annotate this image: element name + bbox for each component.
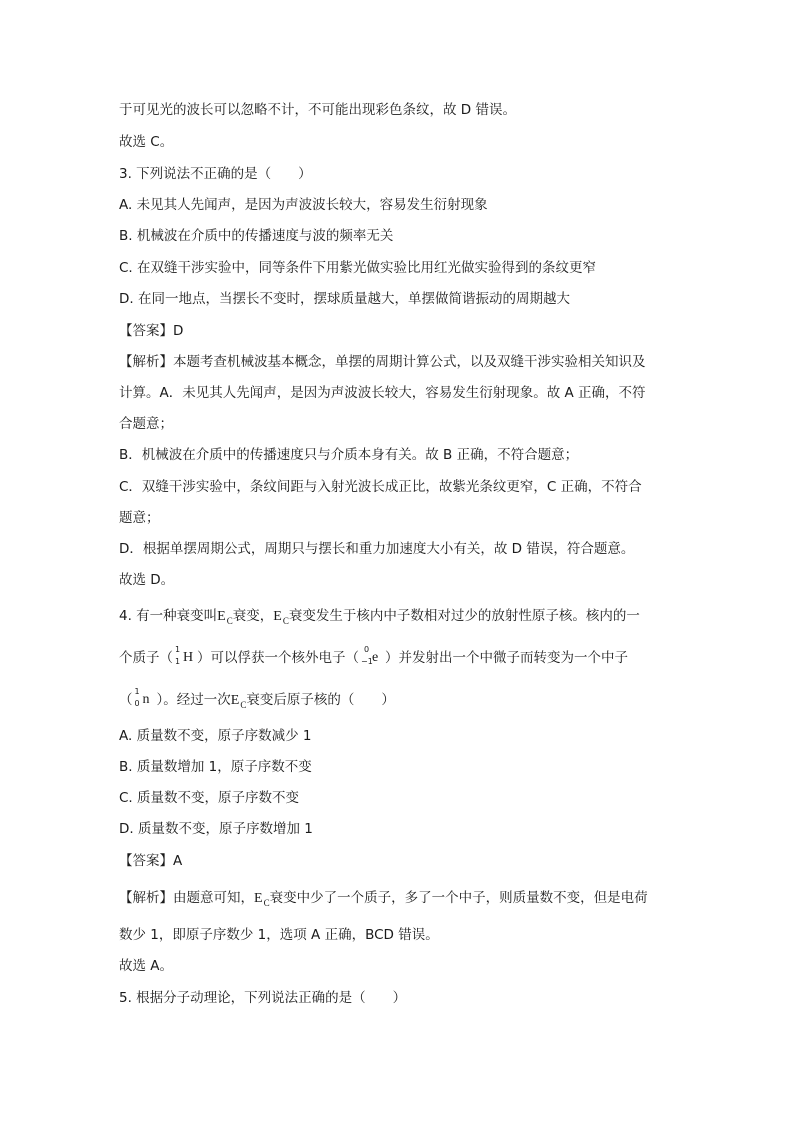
question-3-option-d: D. 在同一地点，当摆长不变时，摆球质量越大，单摆做简谐振动的周期越大 xyxy=(119,291,570,307)
text-run: ）。经过一次 xyxy=(156,692,231,708)
question-3-explanation: 合题意； xyxy=(119,416,173,432)
text-run: 【解析】由题意可知， xyxy=(119,890,254,906)
question-4-stem-line-3 xyxy=(119,687,679,711)
question-3-explanation: 计算。A．未见其人先闻声，是因为声波波长较大，容易发生衍射现象。故 A 正确，不符 xyxy=(119,385,646,401)
question-4-answer: 【答案】A xyxy=(119,853,183,869)
symbol-e: E xyxy=(254,891,263,906)
proton-nuclide xyxy=(173,645,197,668)
symbol-c-subscript: C xyxy=(226,616,233,626)
neutron-nuclide xyxy=(133,687,157,710)
charge-number: −1 xyxy=(361,657,373,666)
question-3-option-c: C. 在双缝干涉实验中，同等条件下用紫光做实验比用红光做实验得到的条纹更窄 xyxy=(119,260,597,276)
mass-number: 1 xyxy=(175,645,181,654)
text-run: 个质子（ xyxy=(119,650,173,666)
mass-number: 0 xyxy=(364,645,370,654)
symbol-e: E xyxy=(273,609,282,624)
question-4-explanation: 数少 1，即原子序数少 1，选项 A 正确，BCD 错误。 xyxy=(119,927,439,943)
question-5-stem: 5. 根据分子动理论，下列说法正确的是（ ） xyxy=(119,990,407,1006)
text-run: 衰变后原子核的（ ） xyxy=(246,692,395,708)
question-4-option-d: D. 质量数不变，原子序数增加 1 xyxy=(119,821,313,837)
element-symbol: e xyxy=(372,650,379,665)
question-4-stem-line-2 xyxy=(119,645,679,668)
symbol-c-subscript: C xyxy=(282,616,289,626)
question-4-explanation xyxy=(119,888,679,909)
text-run: 衰变中少了一个质子，多了一个中子，则质量数不变，但是电荷 xyxy=(269,890,648,906)
text-run: 衰变发生于核内中子数相对过少的放射性原子核。核内的一 xyxy=(288,608,640,624)
symbol-e: E xyxy=(230,693,240,708)
question-3-explanation: B．机械波在介质中的传播速度只与介质本身有关。故 B 正确，不符合题意； xyxy=(119,447,579,463)
question-3-explanation: 题意； xyxy=(119,510,160,526)
question-3-option-a: A. 未见其人先闻声，是因为声波波长较大，容易发生衍射现象 xyxy=(119,197,488,213)
mass-number: 1 xyxy=(134,687,140,696)
question-3-option-b: B. 机械波在介质中的传播速度与波的频率无关 xyxy=(119,228,394,244)
question-3-explanation: 【解析】本题考查机械波基本概念，单摆的周期计算公式，以及双缝干涉实验相关知识及 xyxy=(119,354,646,370)
symbol-c-subscript: C xyxy=(263,898,270,908)
text-run: ）并发射出一个中微子而转变为一个中子 xyxy=(385,650,628,666)
text-line: 于可见光的波长可以忽略不计，不可能出现彩色条纹，故 D 错误。 xyxy=(119,102,516,118)
symbol-e: E xyxy=(217,609,226,624)
charge-number: 1 xyxy=(175,657,181,666)
text-line: 故选 C。 xyxy=(119,134,174,150)
element-symbol: H xyxy=(183,650,194,665)
text-run: 4. 有一种衰变叫 xyxy=(119,608,218,624)
question-4-selection: 故选 A。 xyxy=(119,958,174,974)
question-4-option-c: C. 质量数不变，原子序数不变 xyxy=(119,790,300,806)
charge-number: 0 xyxy=(134,699,140,708)
question-4-stem-line-1 xyxy=(119,606,679,627)
text-run: 衰变， xyxy=(232,608,274,624)
question-4-option-a: A. 质量数不变，原子序数减少 1 xyxy=(119,728,312,744)
question-3-explanation: C．双缝干涉实验中，条纹间距与入射光波长成正比，故紫光条纹更窄，C 正确，不符合 xyxy=(119,479,642,495)
element-symbol: n xyxy=(142,692,150,707)
text-run: （ xyxy=(119,692,133,708)
question-3-explanation: D．根据单摆周期公式，周期只与摆长和重力加速度大小有关，故 D 错误，符合题意。 xyxy=(119,541,635,557)
question-3-answer: 【答案】D xyxy=(119,323,184,339)
question-3-stem: 3. 下列说法不正确的是（ ） xyxy=(119,166,312,182)
electron-nuclide xyxy=(359,645,385,668)
question-3-selection: 故选 D。 xyxy=(119,572,175,588)
symbol-c-subscript: C xyxy=(240,700,247,710)
text-run: ）可以俘获一个核外电子（ xyxy=(197,650,359,666)
question-4-option-b: B. 质量数增加 1，原子序数不变 xyxy=(119,759,312,775)
